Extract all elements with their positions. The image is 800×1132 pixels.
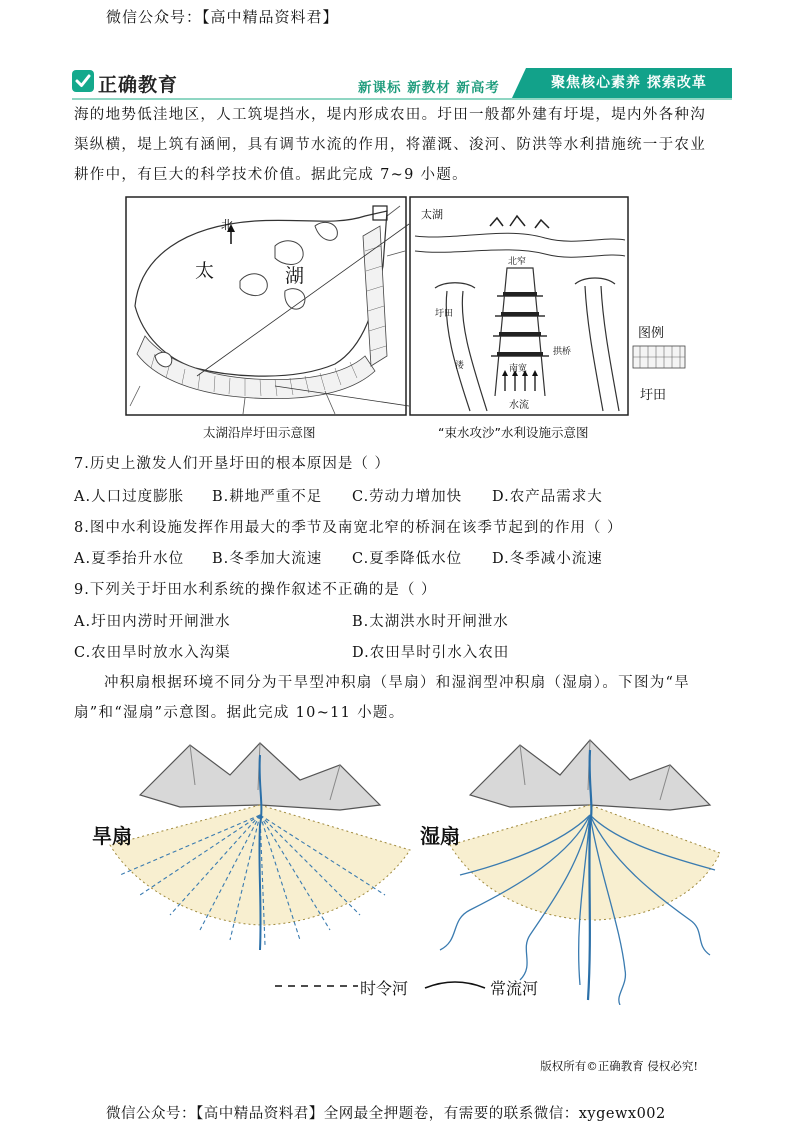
q7-option-d[interactable]: D.农产品需求大	[492, 489, 603, 505]
question-8-stem: 8.图中水利设施发挥作用最大的季节及南宽北窄的桥洞在该季节起到的作用（ ）	[74, 520, 623, 536]
north-narrow-label: 北窄	[508, 257, 527, 267]
question-9-options-row2	[74, 641, 734, 663]
fan-intro-paragraph	[74, 668, 734, 728]
water-flow-label: 水流	[509, 400, 529, 411]
q8-option-a[interactable]: A.夏季抬升水位	[74, 551, 185, 567]
question-7-options	[74, 485, 734, 507]
q7-option-b[interactable]: B.耕地严重不足	[212, 489, 323, 505]
right-map-lake-label: 太湖	[421, 208, 443, 221]
alluvial-fan-figure	[80, 735, 720, 1005]
legend-title: 图例	[638, 326, 665, 341]
q8-option-c[interactable]: C.夏季降低水位	[352, 551, 463, 567]
bridge-label: 拱桥	[553, 347, 572, 357]
caption-right-map: “束水攻沙”水利设施示意图	[438, 425, 589, 440]
polder-maps-svg	[125, 196, 630, 416]
legend-polder-swatch	[632, 342, 686, 372]
q9-option-d[interactable]: D.农田旱时引水入农田	[352, 645, 510, 661]
wet-fan-label: 湿扇	[420, 824, 460, 848]
checkmark-logo-icon	[72, 70, 94, 92]
figure-polder-maps	[125, 196, 630, 416]
perennial-river-legend-line	[425, 982, 485, 988]
q7-option-c[interactable]: C.劳动力增加快	[352, 489, 463, 505]
ditch-label: 溇	[455, 361, 465, 371]
seasonal-river-legend: 时令河	[360, 979, 409, 998]
slogan-left: 新课标 新教材 新高考	[358, 80, 500, 96]
question-7-stem: 7.历史上激发人们开垦圩田的根本原因是（ ）	[74, 456, 390, 472]
q9-option-c[interactable]: C.农田旱时放水入沟渠	[74, 645, 231, 661]
legend-polder-label: 圩田	[640, 388, 667, 403]
lake-char-1: 太	[195, 260, 215, 282]
q7-option-a[interactable]: A.人口过度膨胀	[74, 489, 185, 505]
intro-line-1: 海的地势低洼地区，人工筑堤挡水，堤内形成农田。圩田一般都外建有圩堤，堤内外各种沟	[74, 107, 706, 123]
q9-option-b[interactable]: B.太湖洪水时开闸泄水	[352, 614, 509, 630]
fan-intro-line-2: 扇”和“湿扇”示意图。据此完成 10~11 小题。	[74, 705, 405, 721]
q8-option-b[interactable]: B.冬季加大流速	[212, 551, 323, 567]
north-label: 北	[221, 218, 234, 232]
lake-char-2: 湖	[285, 265, 305, 287]
intro-line-3: 耕作中，有巨大的科学技术价值。据此完成 7~9 小题。	[74, 167, 468, 183]
question-9-options-row1	[74, 610, 734, 632]
question-9-stem: 9.下列关于圩田水利系统的操作叙述不正确的是（ ）	[74, 582, 437, 598]
page-header	[72, 68, 732, 100]
logo-text: 正确教育	[98, 74, 179, 96]
q9-option-a[interactable]: A.圩田内涝时开闸泄水	[74, 614, 231, 630]
caption-left-map: 太湖沿岸圩田示意图	[203, 425, 316, 440]
intro-line-2: 渠纵横，堤上筑有涵闸，具有调节水流的作用，将灌溉、浚河、防洪等水利措施统一于农业	[74, 137, 706, 153]
top-wechat-banner: 微信公众号：【高中精品资料君】	[106, 8, 339, 26]
south-wide-label: 南宽	[509, 364, 528, 374]
intro-paragraph	[74, 100, 734, 190]
perennial-river-legend: 常流河	[490, 979, 539, 998]
dry-fan-label: 旱扇	[92, 824, 132, 848]
q8-option-d[interactable]: D.冬季减小流速	[492, 551, 603, 567]
copyright-notice: 版权所有©正确教育 侵权必究!	[540, 1059, 698, 1073]
footer-wechat-banner: 微信公众号：【高中精品资料君】全网最全押题卷，有需要的联系微信：xygewx002	[106, 1106, 666, 1122]
question-8-options	[74, 547, 734, 569]
slogan-right: 聚焦核心素养 探索改革	[526, 68, 732, 98]
fan-intro-line-1: 冲积扇根据环境不同分为干旱型冲积扇（旱扇）和湿润型冲积扇（湿扇）。下图为“旱	[104, 675, 691, 691]
polder-field-label: 圩田	[435, 309, 454, 319]
